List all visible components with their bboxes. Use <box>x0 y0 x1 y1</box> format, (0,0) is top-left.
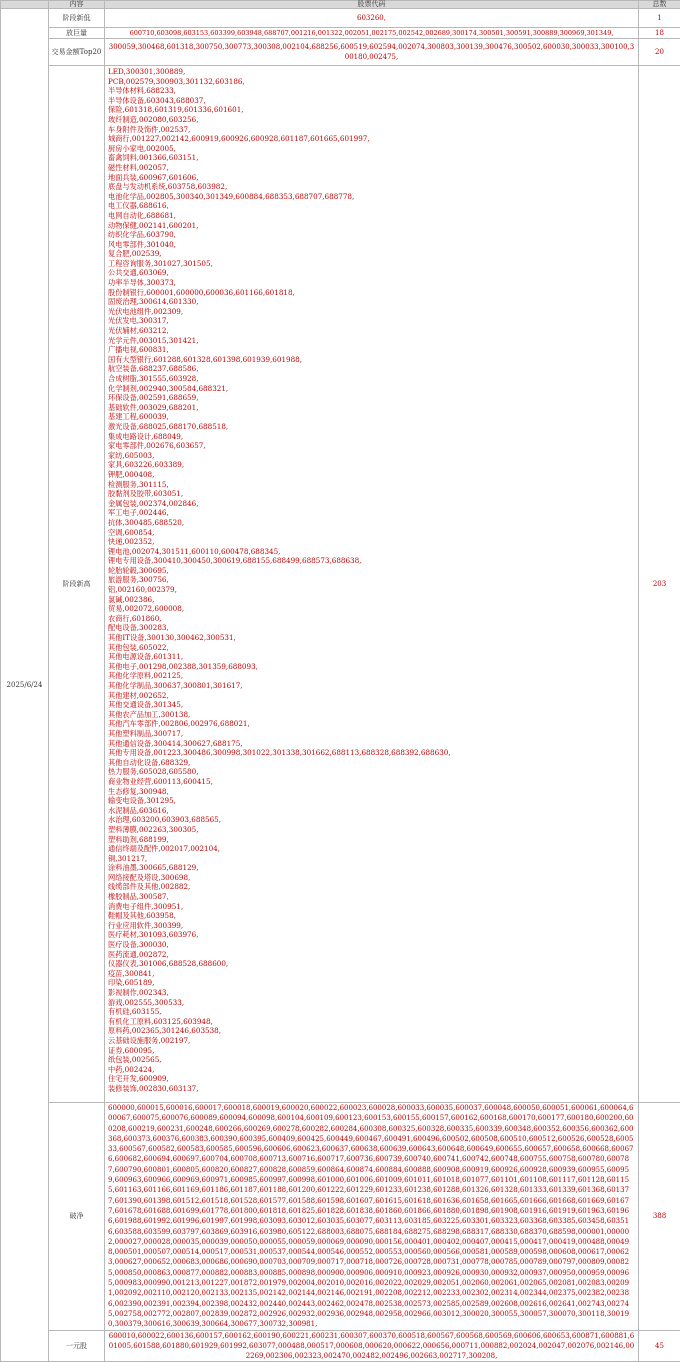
industry-line: 纺织化学品,603790, <box>108 230 635 240</box>
codes-stage-high <box>105 66 639 1103</box>
industry-line: 影视制作,002343, <box>108 988 635 998</box>
industry-line: 股份制银行,600001,600000,600036,601166,601818, <box>108 288 635 298</box>
industry-line: 激光设备,688025,688170,688518, <box>108 422 635 432</box>
date-cell: 2025/6/24 <box>1 9 49 1362</box>
industry-line: 其他电源设备,601311, <box>108 652 635 662</box>
industry-line: 游戏,002555,300533, <box>108 998 635 1008</box>
industry-line: 商业物业经营,600113,600415, <box>108 777 635 787</box>
industry-line: 其他电子,001298,002388,301359,688093, <box>108 662 635 672</box>
industry-line: 保险,601318,601319,601336,601601, <box>108 105 635 115</box>
industry-line: 塑料薄膜,002263,300305, <box>108 825 635 835</box>
industry-line: 空调,600854, <box>108 528 635 538</box>
codes-below-book: 600000,600015,600016,600017,600018,600019,600020,600022,600023,600028,600033,600035,600037,600048,600050,600051,600061,600064,600067,600075,600076,600089,600094,600098,600104,600109,600123,600153,600155,600157,600162,600168,600170,600177,600180,600200,600208,600219,600231,600248,600266,600269,600278,600282,600284,600308,600325,600328,600335,600339,600348,600352,600356,600362,600368,600373,600376,600383,600390,600395,600409,600425,600449,600467,600491,600496,600502,600508,600510,600512,600526,600528,600533,600567,600582,600583,600585,600596,600606,600623,600637,600638,600639,600643,600648,600649,600655,600657,600658,600668,600676,600682,600694,600697,600704,600708,600713,600716,600717,600736,600739,600740,600741,600742,600748,600755,600758,600780,600787,600790,600801,600805,600820,600827,600828,600859,600864,600874,600884,600888,600908,600919,600926,600928,600939,600955,600959,600963,600966,600969,600971,600985,600997,600998,601000,601006,601009,601011,601018,601077,601101,601108,601117,601128,601155,601163,601166,601169,601186,601187,601188,601200,601222,601229,601233,601238,601288,601326,601328,601333,601339,601368,601377,601390,601398,601512,601518,601528,601577,601588,601598,601607,601615,601618,601636,601658,601665,601666,601668,601669,601677,601678,601688,601699,601778,601800,601818,601825,601828,601838,601860,601866,601880,601898,601908,601916,601919,601963,601966,601988,601992,601996,601997,601998,603093,603012,603035,603077,603113,603185,603225,603301,603323,603368,603385,603458,603516,603588,603599,603797,603869,603916,603980,605122,688003,688075,688184,688275,688298,688317,688330,688370,688598,000001,000002,000027,000028,000035,000039,000050,000055,000059,000069,000090,000156,000401,000402,000407,000415,000417,000419,000488,000498,000501,000507,000514,000517,000531,000537,000544,000546,000552,000553,000560,000566,000581,000589,000598,000608,000617,000623,000627,000652,000683,000686,000690,000703,000709,000717,000718,000726,000728,000731,000778,000785,000789,000797,000809,000825,000850,000863,000877,000882,000883,000885,000898,000900,000906,000910,000923,000926,000930,000932,000937,000950,000959,000965,000983,000990,001213,001227,001872,001979,002004,002010,002016,002022,002029,002051,002060,002061,002065,002081,002083,002091,002092,002110,002120,002133,002135,002142,002144,002146,002191,002208,002212,002233,002302,002314,002344,002375,002382,002386,002390,002391,002394,002398,002432,002440,002443,002462,002478,002538,002573,002585,002589,002608,002616,002641,002743,002745,002758,002772,002807,002839,002872,002926,002932,002936,002948,002958,002966,003012,300020,300055,300057,300070,300118,300190,300379,300616,300639,300664,300677,300732,300981, <box>105 1103 639 1331</box>
industry-line: 氯碱,002386, <box>108 595 635 605</box>
header-blank <box>1 1 49 9</box>
industry-line: 环保设备,002591,688659, <box>108 393 635 403</box>
industry-line: 光伏辅材,603212, <box>108 326 635 336</box>
industry-line: 公共交通,603069, <box>108 268 635 278</box>
industry-line: 贸易,002072,600008, <box>108 604 635 614</box>
industry-line: 电网自动化,688681, <box>108 211 635 221</box>
industry-line: 配电设备,300283, <box>108 623 635 633</box>
industry-line: 住宅开发,600909, <box>108 1074 635 1084</box>
industry-line: 消费电子组件,300951, <box>108 902 635 912</box>
industry-line: 其他通信设备,300414,300627,688175, <box>108 739 635 749</box>
label-volume: 放巨量 <box>49 28 105 39</box>
industry-line: 其他化学制品,300637,300801,301617, <box>108 681 635 691</box>
industry-line: 工程咨询服务,301027,301505, <box>108 259 635 269</box>
industry-line: 橡胶制品,300587, <box>108 892 635 902</box>
industry-line: 轮胎轮毂,300695, <box>108 566 635 576</box>
industry-line: 其他交通设备,301345, <box>108 700 635 710</box>
industry-list <box>108 67 635 1094</box>
industry-line: 家具,603226,603389, <box>108 460 635 470</box>
industry-line: 其他农产品加工,300138, <box>108 710 635 720</box>
count-one-yuan: 45 <box>639 1330 680 1362</box>
row-stage-low <box>1 9 680 28</box>
industry-line: 玻纤制造,002080,603256, <box>108 115 635 125</box>
industry-line: 光伏发电,300317, <box>108 316 635 326</box>
industry-line: 光学元件,003015,301421, <box>108 336 635 346</box>
industry-line: 家电零部件,002676,603657, <box>108 441 635 451</box>
row-top20 <box>1 39 680 66</box>
industry-line: 塑料助剂,688199, <box>108 835 635 845</box>
industry-line: 水泥制品,603616, <box>108 806 635 816</box>
count-volume: 18 <box>639 28 680 39</box>
industry-line: 基础软件,003029,688201, <box>108 403 635 413</box>
industry-line: 医药流通,002872, <box>108 950 635 960</box>
industry-line: 疫苗,300841, <box>108 969 635 979</box>
industry-line: 行业应用软件,300399, <box>108 921 635 931</box>
industry-line: 畜禽饲料,001366,603151, <box>108 153 635 163</box>
row-volume <box>1 28 680 39</box>
industry-line: 其他塑料制品,300717, <box>108 729 635 739</box>
label-stage-high: 阶段新高 <box>49 66 105 1103</box>
industry-line: 胶黏剂及胶带,603051, <box>108 489 635 499</box>
industry-line: 基建工程,600039, <box>108 412 635 422</box>
industry-line: 其他专用设备,001223,300486,300998,301022,301338,301662,688113,688328,688392,688630, <box>108 748 635 758</box>
industry-line: 磁性材料,002057, <box>108 163 635 173</box>
industry-line: 地面兵装,600967,601606, <box>108 173 635 183</box>
label-top20: 交易金额Top20 <box>49 39 105 66</box>
industry-line: 农商行,601860, <box>108 614 635 624</box>
industry-line: 涂料油墨,300665,688129, <box>108 863 635 873</box>
count-stage-high: 203 <box>639 66 680 1103</box>
row-one-yuan <box>1 1330 680 1362</box>
codes-volume: 600710,603098,603153,603399,603948,688707,001216,001322,002051,002175,002542,002689,300174,300501,300591,300889,300969,301349, <box>105 28 639 39</box>
industry-line: 云基础设施服务,002197, <box>108 1036 635 1046</box>
codes-top20: 300059,300468,601318,300750,300773,300308,002104,688256,600519,602594,002074,300803,300139,300476,300502,600030,300033,300100,300180,002475, <box>105 39 639 66</box>
industry-line: 纸包装,002565, <box>108 1055 635 1065</box>
industry-line: 动物保健,002141,600201, <box>108 221 635 231</box>
industry-line: 输变电设备,301295, <box>108 796 635 806</box>
industry-line: 通信终端及配件,002017,002104, <box>108 844 635 854</box>
count-top20: 20 <box>639 39 680 66</box>
industry-line: 检测服务,301115, <box>108 480 635 490</box>
label-one-yuan: 一元股 <box>49 1330 105 1362</box>
industry-line: 国有大型银行,601288,601328,601398,601939,601988, <box>108 355 635 365</box>
industry-line: 金属包装,002374,002846, <box>108 499 635 509</box>
industry-line: 铜,301217, <box>108 854 635 864</box>
industry-line: 铝,002160,002379, <box>108 585 635 595</box>
industry-line: 底盘与发动机系统,603758,603982, <box>108 182 635 192</box>
industry-line: 电池化学品,002805,300340,301349,600884,688353,688707,688778, <box>108 192 635 202</box>
codes-stage-low: 603260, <box>105 9 639 28</box>
industry-line: 集成电路设计,688049, <box>108 432 635 442</box>
industry-line: 半导体材料,688233, <box>108 86 635 96</box>
industry-line: 其他IT设备,300130,300462,300531, <box>108 633 635 643</box>
industry-line: 其他建材,002652, <box>108 691 635 701</box>
label-below-book: 破净 <box>49 1103 105 1331</box>
industry-line: LED,300301,300889, <box>108 67 635 77</box>
industry-line: 医疗耗材,301093,603976, <box>108 930 635 940</box>
industry-line: 网络接配及塔设,300698, <box>108 873 635 883</box>
industry-line: 城商行,001227,002142,600919,600926,600928,601187,601665,601997, <box>108 134 635 144</box>
industry-line: 水治理,603200,603903,688565, <box>108 815 635 825</box>
industry-line: 仪器仪表,301006,688528,688600, <box>108 959 635 969</box>
industry-line: 印染,605189, <box>108 978 635 988</box>
industry-line: 复合肥,002539, <box>108 249 635 259</box>
industry-line: 车身附件及饰件,002537, <box>108 125 635 135</box>
industry-line: 其他化学原料,002125, <box>108 671 635 681</box>
header-total: 总数 <box>639 1 680 9</box>
industry-line: 电工仪器,688616, <box>108 201 635 211</box>
industry-line: 中药,002424, <box>108 1065 635 1075</box>
industry-line: 鞋帽及其他,603958, <box>108 911 635 921</box>
industry-line: 医疗设备,300030, <box>108 940 635 950</box>
count-stage-low: 1 <box>639 9 680 28</box>
header-codes: 股票代码 <box>105 1 639 9</box>
industry-line: 热力服务,605028,605580, <box>108 767 635 777</box>
industry-line: 有机硅,603155, <box>108 1007 635 1017</box>
industry-line: 化学制剂,002940,300584,688321, <box>108 384 635 394</box>
industry-line: 其他汽车零部件,002806,002976,688021, <box>108 719 635 729</box>
industry-line: 航空装备,688237,688586, <box>108 364 635 374</box>
industry-line: 旅游服务,300756, <box>108 575 635 585</box>
header-row <box>1 1 680 9</box>
industry-line: 半导体设备,603043,688037, <box>108 96 635 106</box>
industry-line: 厨房小家电,002005, <box>108 144 635 154</box>
industry-line: 广播电视,600831, <box>108 345 635 355</box>
industry-line: 其他自动化设备,688329, <box>108 758 635 768</box>
count-below-book: 388 <box>639 1103 680 1331</box>
industry-line: 钾肥,000408, <box>108 470 635 480</box>
industry-line: 光伏电池组件,002309, <box>108 307 635 317</box>
industry-line: 装修装饰,002830,603137, <box>108 1084 635 1094</box>
industry-line: 证券,600095, <box>108 1046 635 1056</box>
industry-line: 功率半导体,300373, <box>108 278 635 288</box>
industry-line: 原料药,002365,301246,603538, <box>108 1026 635 1036</box>
row-stage-high <box>1 66 680 1103</box>
industry-line: PCB,002579,300903,301132,603186, <box>108 77 635 87</box>
industry-line: 家纺,605003, <box>108 451 635 461</box>
industry-line: 快递,002352, <box>108 537 635 547</box>
header-content: 内容 <box>49 1 105 9</box>
industry-line: 抗体,300485,688520, <box>108 518 635 528</box>
industry-line: 锂电专用设备,300410,300450,300619,688155,688499,688573,688638, <box>108 556 635 566</box>
codes-one-yuan: 600010,600022,600136,600157,600162,600190,600221,600231,600307,600370,600518,600567,600568,600569,600606,600653,600871,600881,601005,601588,601880,601929,601992,603077,000488,000517,000608,000620,000622,000656,000711,000882,002024,002047,002076,002146,002269,002306,002323,002470,002482,002496,002663,002717,300208, <box>105 1330 639 1362</box>
industry-line: 生态修复,300948, <box>108 787 635 797</box>
industry-line: 固废治理,300614,601330, <box>108 297 635 307</box>
industry-line: 有机化工原料,603125,603948, <box>108 1017 635 1027</box>
industry-line: 合成树脂,301555,603928, <box>108 374 635 384</box>
row-below-book <box>1 1103 680 1331</box>
industry-line: 线缆部件及其他,002882, <box>108 882 635 892</box>
label-stage-low: 阶段新低 <box>49 9 105 28</box>
industry-line: 其他包装,605022, <box>108 643 635 653</box>
industry-line: 锂电池,002074,301511,600110,600478,688345, <box>108 547 635 557</box>
industry-line: 军工电子,002446, <box>108 508 635 518</box>
industry-line: 风电零部件,301040, <box>108 240 635 250</box>
